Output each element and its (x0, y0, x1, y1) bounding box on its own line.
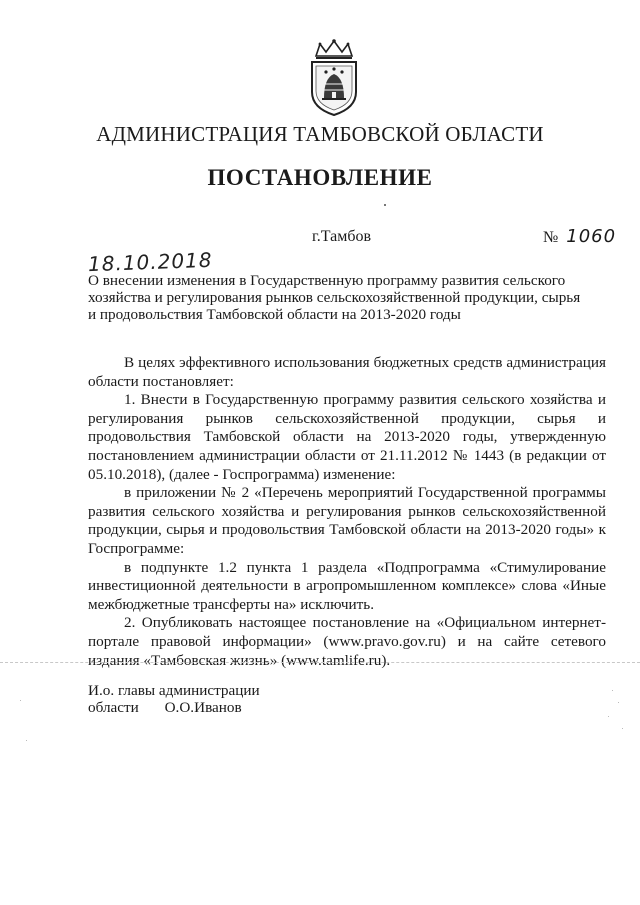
organization-name: АДМИНИСТРАЦИЯ ТАМБОВСКОЙ ОБЛАСТИ (96, 122, 544, 146)
subject-line: и продовольствия Тамбовской области на 2013-2020 годы (88, 306, 461, 323)
signatory-row (88, 699, 260, 716)
document-date: 18.10.2018 (87, 247, 213, 277)
body-paragraph: в приложении № 2 «Перечень мероприятий Государственной программы развития сельского хозяйства и регулирования рынков сельскохозяйственной продукции, сырья и продовольствия Тамбовской области на 2013-2020 годы» к Госпрограмме: (88, 484, 606, 557)
scan-speck (618, 702, 619, 703)
scan-speck (622, 728, 623, 729)
city-label: г.Тамбов (312, 228, 372, 245)
scan-speck (608, 716, 609, 717)
signatory-name: О.О.Иванов (164, 699, 242, 716)
body-paragraph: 2. Опубликовать настоящее постановление на «Официальном интернет-портале правовой информации» (www.pravo.gov.ru) и на сайте сетевого издания «Тамбовская жизнь» (www.tamlife.ru). (88, 614, 606, 669)
document-number (543, 226, 616, 247)
body-paragraph: в подпункте 1.2 пункта 1 раздела «Подпрограмма «Стимулирование инвестиционной деятельности в агропромышленном комплексе» слова «Иные межбюджетные трансферты на» исключить. (88, 558, 606, 613)
number-prefix: № (543, 229, 559, 246)
scan-dot (384, 204, 386, 206)
document-subject (88, 272, 608, 323)
scan-speck (612, 690, 613, 691)
coat-of-arms-icon (302, 38, 366, 118)
number-value: 1060 (566, 226, 617, 247)
subject-line: О внесении изменения в Государственную программу развития сельского (88, 272, 566, 289)
body-paragraph: В целях эффективного использования бюджетных средств администрация области постановляет: (88, 354, 606, 390)
signatory-title: И.о. главы администрации (88, 682, 260, 699)
document-type: ПОСТАНОВЛЕНИЕ (207, 165, 433, 190)
scan-speck (26, 740, 27, 741)
signature-block (88, 682, 260, 716)
body-paragraph: 1. Внести в Государственную программу развития сельского хозяйства и регулирования рынков сельскохозяйственной продукции, сырья и продовольствия Тамбовской области на 2013-2020 годы, утвержденную постановлением администрации области от 21.11.2012 № 1443 (в редакции от 05.10.2018), (далее - Госпрограмма) изменение: (88, 391, 606, 483)
document-body (88, 354, 606, 670)
signatory-title-cont: области (88, 699, 139, 716)
scan-artifact-line (0, 662, 640, 663)
scan-speck (20, 700, 21, 701)
subject-line: хозяйства и регулирования рынков сельскохозяйственной продукции, сырья (88, 289, 581, 306)
